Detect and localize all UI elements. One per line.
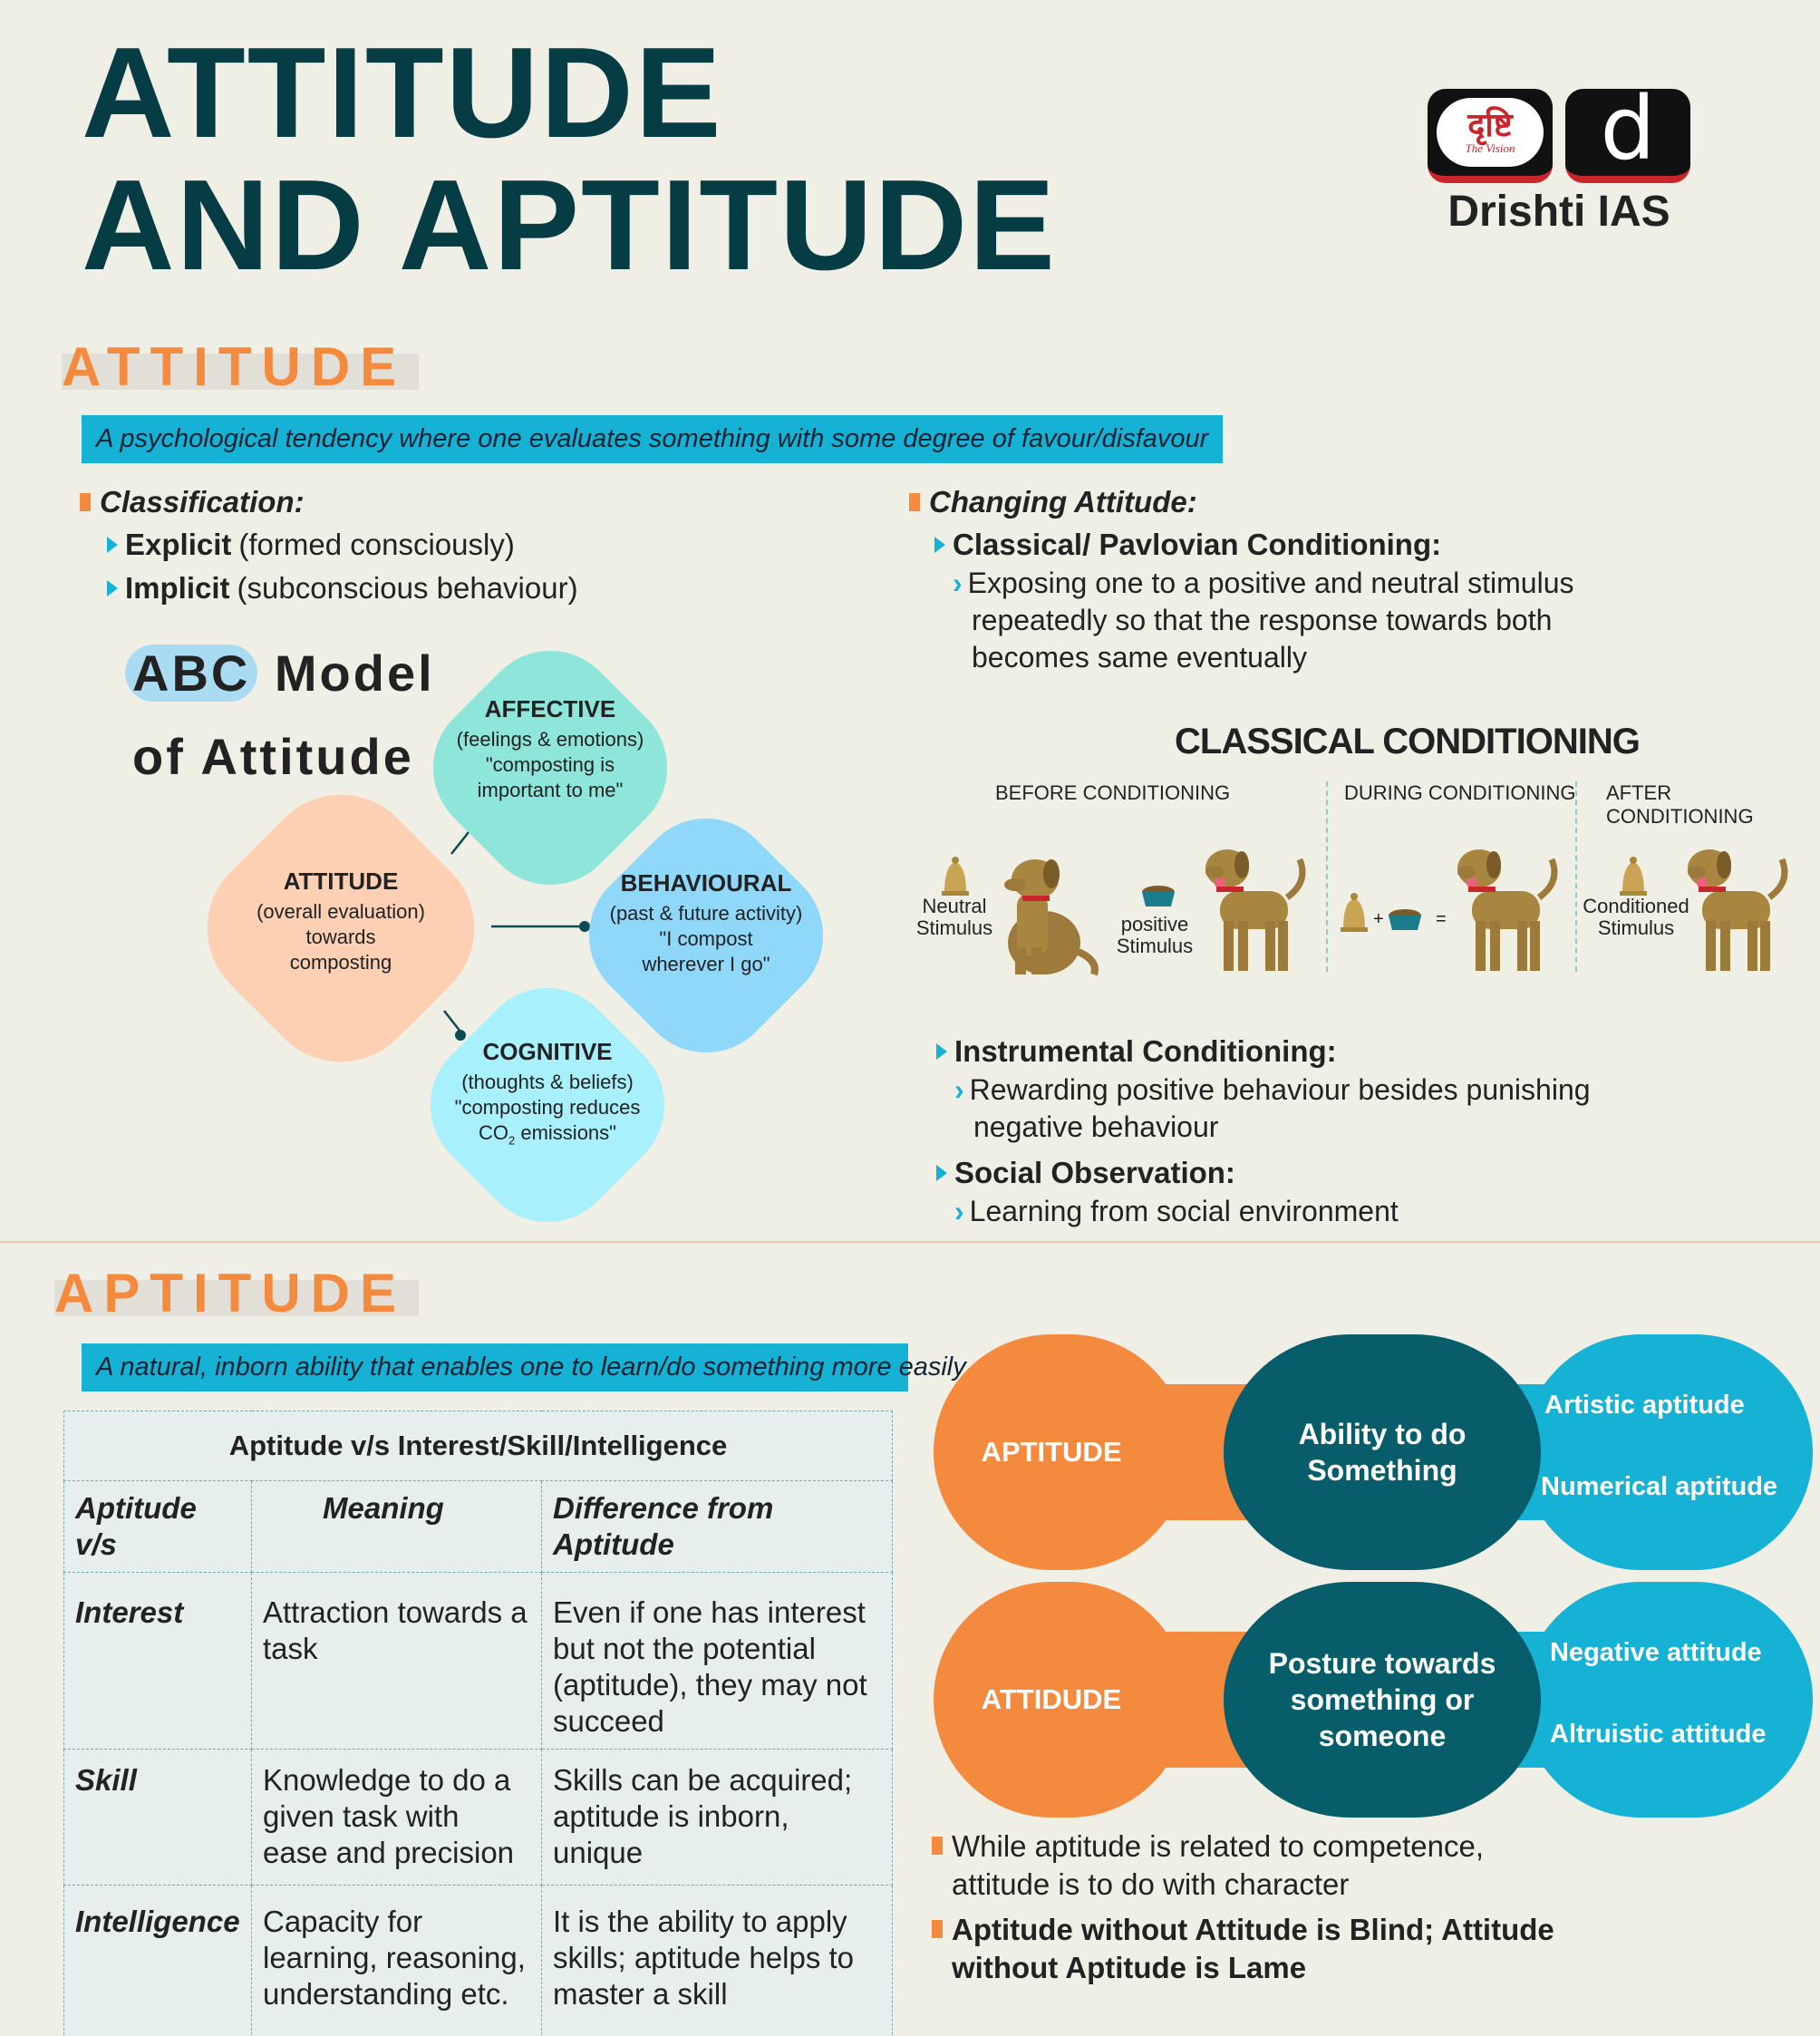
attitude-blob-l2: towards (305, 926, 376, 948)
classical-desc-l1: Exposing one to a positive and neutral stimulus (967, 567, 1574, 599)
chevron-right-icon: › (953, 567, 963, 599)
behavioural-blob-l2: "I compost (659, 927, 753, 950)
social-desc (954, 1193, 1806, 1230)
row-name: Skill (64, 1750, 252, 1886)
table-caption: Aptitude v/s Interest/Skill/Intelligence (64, 1411, 893, 1481)
aptitude-meaning-text: Ability to do Something (1298, 1418, 1467, 1487)
aptitude-label: APTITUDE (934, 1334, 1187, 1570)
square-bullet-icon (80, 493, 91, 511)
neutral-l2: Stimulus (915, 916, 993, 939)
instrumental-desc-l2: negative behaviour (973, 1110, 1219, 1143)
row-meaning: Knowledge to do a given task with ease and precision (252, 1750, 542, 1886)
classical-conditioning-title: CLASSICAL CONDITIONING (1175, 722, 1640, 761)
table-row (64, 1573, 893, 1750)
row-difference: It is the ability to apply skills; aptitude helps to master a skill (542, 1886, 893, 2036)
aptitude-heading: APTITUDE (54, 1260, 419, 1326)
neutral-stimulus-label (909, 896, 1000, 939)
classification-item (107, 525, 578, 565)
plus-sign: + (1373, 909, 1384, 929)
title-line-2: AND APTITUDE (82, 153, 1057, 297)
aptitude-examples (1523, 1334, 1813, 1570)
during-conditioning-label: DURING CONDITIONING (1344, 781, 1576, 804)
positive-l2: Stimulus (1116, 935, 1194, 957)
attitude-meaning-text: Posture towards something or someone (1268, 1647, 1496, 1752)
abc-title-rest: Model (274, 645, 435, 702)
cognitive-blob-text (431, 1039, 663, 1153)
chevron-right-icon: › (954, 1073, 964, 1106)
negative-attitude: Negative attitude (1550, 1638, 1762, 1667)
abc-model-title (125, 642, 435, 789)
emissions-text: emissions" (515, 1121, 616, 1144)
affective-blob-text (437, 696, 663, 803)
behavioural-blob-l3: wherever I go" (642, 953, 770, 975)
affective-blob-l3: important to me" (477, 779, 624, 801)
changing-heading: Changing Attitude: (929, 485, 1197, 519)
affective-blob-l1: (feelings & emotions) (456, 728, 644, 751)
table-header: Meaning (252, 1481, 542, 1573)
row-difference: Even if one has interest but not the potential (aptitude), they may not succeed (542, 1573, 893, 1750)
attitude-heading: ATTITUDE (62, 334, 419, 400)
item-bold: Explicit (125, 528, 232, 561)
aptitude-definition: A natural, inborn ability that enables one to learn/do something more easily (82, 1343, 908, 1391)
row-meaning: Capacity for learning, reasoning, understanding etc. (252, 1886, 542, 2036)
social-heading-row (936, 1153, 1806, 1193)
attitude-definition: A psychological tendency where one evaluates something with some degree of favour/disfavour (82, 415, 1223, 463)
before-conditioning-label: BEFORE CONDITIONING (995, 781, 1231, 804)
title-line-1: ATTITUDE (82, 21, 723, 165)
behavioural-blob-text (586, 870, 827, 977)
table-row (64, 1750, 893, 1886)
co-subscript: 2 (508, 1133, 516, 1148)
after-conditioning-label: AFTER CONDITIONING (1606, 781, 1754, 828)
logo-letter: d (1600, 78, 1656, 179)
neutral-l1: Neutral (922, 895, 987, 917)
triangle-bullet-icon (107, 580, 118, 596)
classical-desc-l2: repeatedly so that the response towards both (972, 604, 1553, 636)
triangle-bullet-icon (936, 1165, 947, 1181)
logo-text: Drishti IAS (1447, 188, 1670, 236)
row-difference: Skills can be acquired; aptitude is inborn, unique (542, 1750, 893, 1886)
triangle-bullet-icon (934, 537, 945, 553)
changing-attitude-block (909, 485, 1815, 676)
abc-highlight: ABC (125, 645, 257, 702)
item-bold: Implicit (125, 571, 230, 605)
positive-stimulus-label (1108, 914, 1202, 957)
logo-tagline: The Vision (1465, 141, 1515, 155)
instrumental-desc (954, 1071, 1806, 1146)
positive-l1: positive (1120, 913, 1189, 936)
classification-heading: Classification: (100, 485, 305, 519)
row-name: Interest (64, 1573, 252, 1750)
conditioned-l1: Conditioned (1583, 895, 1689, 917)
section-divider (0, 1241, 1820, 1243)
instrumental-heading-row (936, 1032, 1806, 1071)
note-1 (932, 1828, 1566, 1904)
social-heading: Social Observation: (954, 1156, 1235, 1189)
attitude-label: ATTIDUDE (934, 1582, 1187, 1818)
conditioned-l2: Stimulus (1597, 916, 1675, 939)
abc-title-line2: of Attitude (132, 728, 414, 785)
comparison-table (63, 1411, 893, 2036)
instrumental-desc-l1: Rewarding positive behaviour besides punishing (969, 1073, 1591, 1106)
attitude-examples (1523, 1582, 1813, 1818)
attitude-blob-text (236, 868, 446, 975)
classical-heading-row (934, 525, 1815, 565)
co-text: CO (479, 1121, 509, 1144)
behavioural-blob-l1: (past & future activity) (609, 902, 803, 925)
logo-hindi-text: दृष्टि (1467, 106, 1513, 143)
classical-heading: Classical/ Pavlovian Conditioning: (953, 528, 1442, 561)
attitude-blob-name: ATTITUDE (283, 868, 399, 895)
affective-blob-name: AFFECTIVE (484, 695, 616, 722)
social-desc-text: Learning from social environment (969, 1195, 1399, 1227)
row-name: Intelligence (64, 1886, 252, 2036)
logo-d-box (1565, 78, 1690, 183)
table-header: Aptitude v/s (64, 1481, 252, 1573)
conditioned-stimulus-label (1577, 896, 1695, 939)
page-title (82, 21, 1057, 297)
numerical-aptitude: Numerical aptitude (1541, 1472, 1778, 1501)
classical-desc-l3: becomes same eventually (972, 641, 1307, 674)
instrumental-heading: Instrumental Conditioning: (954, 1034, 1337, 1068)
affective-blob-l2: "composting is (485, 753, 615, 776)
drishti-logo (1428, 78, 1690, 237)
cognitive-blob-l1: (thoughts & beliefs) (461, 1071, 634, 1093)
logo-hindi-box (1428, 89, 1553, 183)
classical-desc (953, 565, 1815, 676)
note-2-text: Aptitude without Attitude is Blind; Attitude without Aptitude is Lame (952, 1913, 1554, 1984)
attitude-blob-l3: composting (289, 951, 392, 974)
item-rest: (formed consciously) (238, 528, 515, 561)
note-2 (932, 1911, 1566, 1987)
aptitude-pill (934, 1334, 1813, 1570)
attitude-blob-l1: (overall evaluation) (257, 900, 425, 923)
cognitive-blob-name: COGNITIVE (482, 1038, 613, 1065)
cognitive-blob-l2: "composting reduces (454, 1096, 641, 1119)
cognitive-blob-l3 (431, 1120, 663, 1153)
square-bullet-icon (932, 1837, 943, 1855)
triangle-bullet-icon (107, 537, 118, 553)
artistic-aptitude: Artistic aptitude (1544, 1391, 1745, 1420)
equals-sign: = (1436, 909, 1447, 929)
table-row (64, 1886, 893, 2036)
square-bullet-icon (909, 493, 920, 511)
classification-item (107, 568, 578, 608)
chevron-right-icon: › (954, 1195, 964, 1227)
attitude-meaning (1224, 1582, 1541, 1818)
attitude-pill (934, 1582, 1813, 1818)
altruistic-attitude: Altruistic attitude (1550, 1720, 1767, 1749)
notes (932, 1828, 1566, 1987)
row-meaning: Attraction towards a task (252, 1573, 542, 1750)
behavioural-blob-name: BEHAVIOURAL (620, 869, 792, 897)
note-1-text: While aptitude is related to competence, attitude is to do with character (952, 1829, 1484, 1901)
table-header: Difference from Aptitude (542, 1481, 893, 1573)
aptitude-meaning (1224, 1334, 1541, 1570)
item-rest: (subconscious behaviour) (237, 571, 578, 605)
classification-block (80, 485, 578, 608)
triangle-bullet-icon (936, 1043, 947, 1060)
square-bullet-icon (932, 1920, 943, 1938)
other-conditioning-block (936, 1032, 1806, 1230)
